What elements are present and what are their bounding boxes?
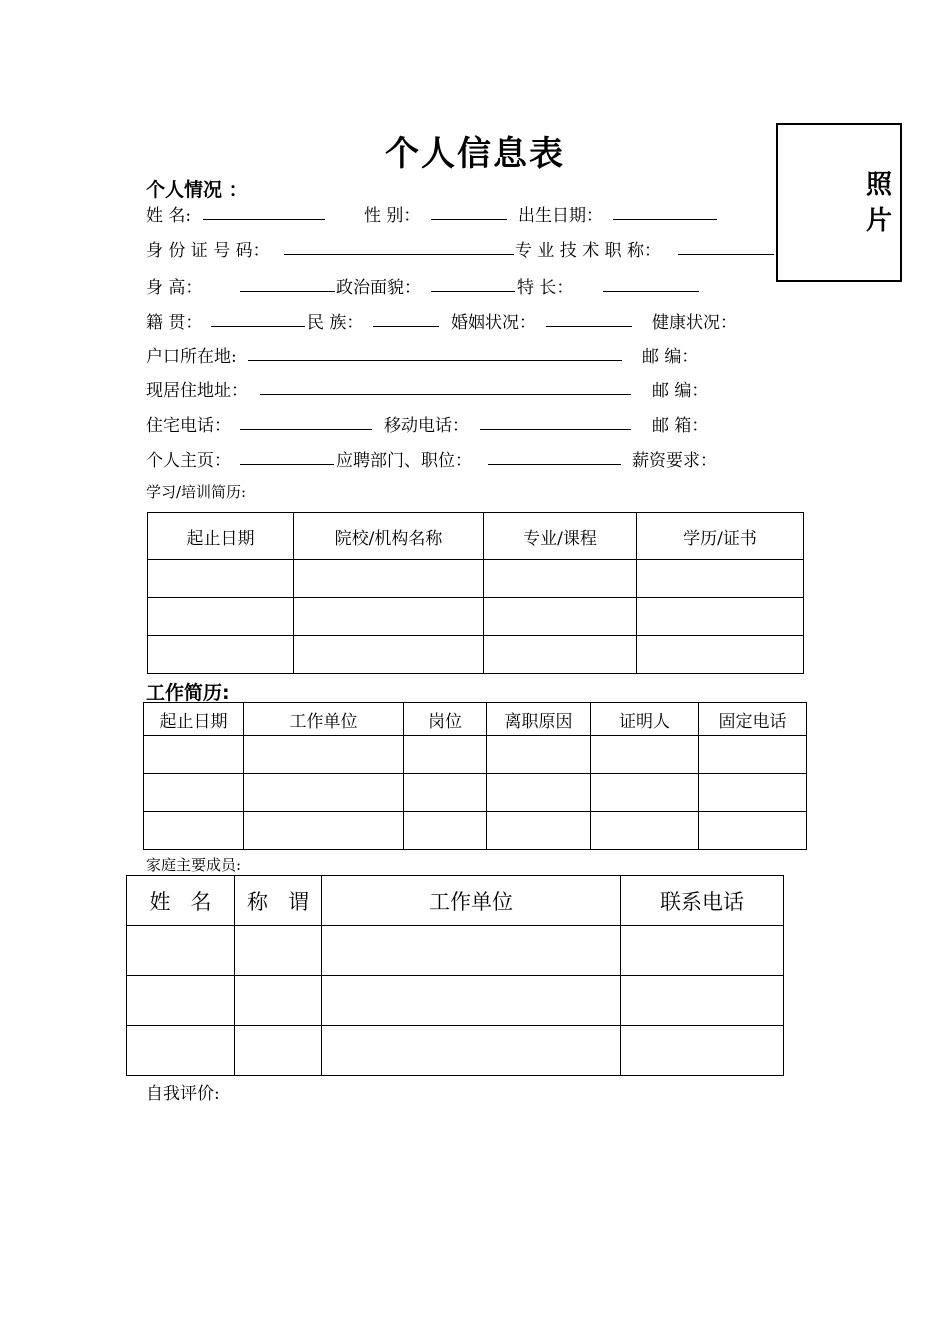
work-header-reference: 证明人 bbox=[591, 703, 699, 736]
photo-label-char-2: 片 bbox=[865, 206, 892, 236]
personal-heading: 个人情况 ： bbox=[146, 179, 248, 201]
work-header-dates: 起止日期 bbox=[144, 703, 244, 736]
native-field[interactable] bbox=[211, 326, 305, 327]
hukou-field[interactable] bbox=[248, 360, 622, 361]
photo-box[interactable] bbox=[776, 123, 902, 282]
height-field[interactable] bbox=[240, 291, 335, 292]
education-table bbox=[147, 512, 804, 674]
birth-label: 出生日期： bbox=[518, 206, 603, 226]
postcode1-label: 邮 编： bbox=[642, 347, 699, 367]
family-header-phone: 联系电话 bbox=[621, 876, 784, 926]
work-header-employer: 工作单位 bbox=[244, 703, 404, 736]
health-label: 健康状况： bbox=[652, 313, 737, 333]
table-row bbox=[127, 926, 784, 976]
family-header-relation: 称 谓 bbox=[235, 876, 322, 926]
work-header-post: 岗位 bbox=[404, 703, 487, 736]
pro-title-label: 专 业 技 术 职 称： bbox=[515, 241, 662, 261]
work-header-phone: 固定电话 bbox=[699, 703, 807, 736]
table-row bbox=[127, 976, 784, 1026]
id-field[interactable] bbox=[284, 254, 514, 255]
family-table bbox=[126, 875, 784, 1076]
politics-label: 政治面貌： bbox=[336, 278, 421, 298]
mobile-label: 移动电话： bbox=[384, 416, 469, 436]
table-row bbox=[144, 736, 807, 774]
specialty-field[interactable] bbox=[603, 291, 699, 292]
work-table bbox=[143, 702, 807, 850]
education-header-degree: 学历/证书 bbox=[637, 513, 804, 560]
name-label: 姓 名: bbox=[146, 206, 192, 226]
home-phone-label: 住宅电话： bbox=[146, 416, 231, 436]
mobile-field[interactable] bbox=[480, 429, 631, 430]
family-heading: 家庭主要成员: bbox=[146, 856, 242, 874]
photo-label-char-1: 照 bbox=[865, 170, 892, 200]
address-field[interactable] bbox=[260, 394, 631, 395]
home-phone-field[interactable] bbox=[240, 429, 372, 430]
education-header-school: 院校/机构名称 bbox=[294, 513, 484, 560]
politics-field[interactable] bbox=[431, 291, 515, 292]
postcode2-label: 邮 编： bbox=[652, 381, 709, 401]
work-heading: 工作简历: bbox=[146, 682, 230, 704]
name-field[interactable] bbox=[203, 219, 325, 220]
self-eval-label: 自我评价: bbox=[146, 1084, 220, 1104]
photo-label bbox=[864, 167, 894, 239]
salary-label: 薪资要求： bbox=[632, 451, 717, 471]
gender-field[interactable] bbox=[431, 219, 507, 220]
table-row bbox=[148, 560, 804, 598]
page-title: 个人信息表 bbox=[385, 134, 565, 174]
table-row bbox=[148, 636, 804, 674]
table-row bbox=[144, 812, 807, 850]
id-label: 身 份 证 号 码： bbox=[146, 241, 270, 261]
ethnic-label: 民 族： bbox=[307, 313, 364, 333]
email-label: 邮 箱： bbox=[652, 416, 709, 436]
birth-field[interactable] bbox=[613, 219, 717, 220]
native-label: 籍 贯： bbox=[146, 313, 203, 333]
homepage-label: 个人主页： bbox=[146, 451, 231, 471]
education-heading: 学习/培训简历: bbox=[146, 483, 247, 501]
marital-label: 婚姻状况： bbox=[451, 313, 536, 333]
ethnic-field[interactable] bbox=[373, 326, 439, 327]
family-header-employer: 工作单位 bbox=[322, 876, 621, 926]
position-field[interactable] bbox=[488, 464, 621, 465]
marital-field[interactable] bbox=[546, 326, 632, 327]
table-row bbox=[144, 774, 807, 812]
education-header-dates: 起止日期 bbox=[148, 513, 294, 560]
table-row bbox=[127, 1026, 784, 1076]
specialty-label: 特 长： bbox=[517, 278, 574, 298]
homepage-field[interactable] bbox=[240, 464, 334, 465]
gender-label: 性 别： bbox=[364, 206, 421, 226]
height-label: 身 高： bbox=[146, 278, 203, 298]
hukou-label: 户口所在地: bbox=[146, 347, 237, 367]
position-label: 应聘部门、职位： bbox=[336, 451, 472, 471]
pro-title-field[interactable] bbox=[678, 254, 774, 255]
work-header-reason: 离职原因 bbox=[487, 703, 591, 736]
education-header-major: 专业/课程 bbox=[484, 513, 637, 560]
family-header-name: 姓 名 bbox=[127, 876, 235, 926]
address-label: 现居住地址： bbox=[146, 381, 248, 401]
table-row bbox=[148, 598, 804, 636]
